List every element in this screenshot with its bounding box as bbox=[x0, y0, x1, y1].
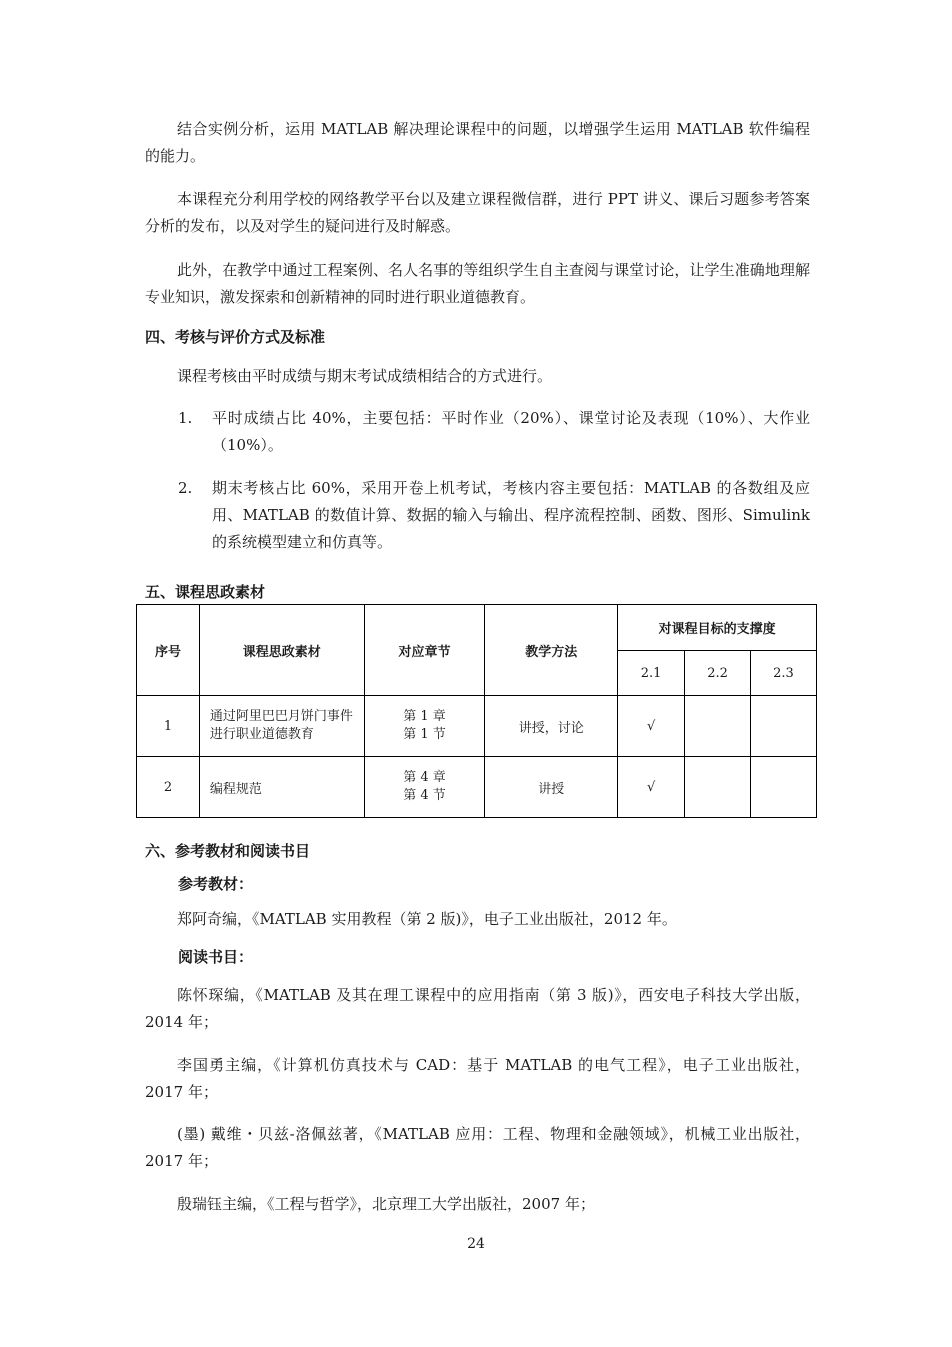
cell-support-2-1: √ bbox=[618, 696, 685, 757]
chapter-line: 第 1 章 bbox=[403, 709, 446, 724]
table-row bbox=[137, 696, 817, 757]
cell-support-2-3 bbox=[751, 757, 817, 818]
cell-index: 2 bbox=[137, 757, 200, 818]
section-line: 第 1 节 bbox=[403, 727, 446, 742]
assessment-intro: 课程考核由平时成绩与期末考试成绩相结合的方式进行。 bbox=[177, 367, 553, 385]
reading-book-4: 殷瑞钰主编，《工程与哲学》，北京理工大学出版社，2007 年； bbox=[177, 1195, 595, 1213]
subheader-2-1: 2.1 bbox=[618, 651, 685, 696]
list-number: 2. bbox=[178, 479, 193, 497]
section-4-heading: 四、考核与评价方式及标准 bbox=[145, 328, 326, 346]
table-row bbox=[137, 757, 817, 818]
chapter-line: 第 4 章 bbox=[403, 770, 446, 785]
cell-method: 讲授 bbox=[485, 757, 618, 818]
assessment-item-1 bbox=[178, 405, 810, 459]
list-number: 1. bbox=[178, 409, 193, 427]
header-chapter: 对应章节 bbox=[364, 605, 485, 696]
header-method: 教学方法 bbox=[485, 605, 618, 696]
cell-method: 讲授，讨论 bbox=[485, 696, 618, 757]
ideology-materials-table bbox=[136, 604, 817, 818]
paragraph-teaching-platform: 本课程充分利用学校的网络教学平台以及建立课程微信群，进行 PPT 讲义、课后习题参考答案分析的发布，以及对学生的疑问进行及时解惑。 bbox=[145, 190, 810, 235]
cell-support-2-2 bbox=[685, 696, 751, 757]
paragraph-ethics-education: 此外，在教学中通过工程案例、名人名事的等组织学生自主查阅与课堂讨论，让学生准确地理解专业知识，激发探索和创新精神的同时进行职业道德教育。 bbox=[145, 261, 810, 306]
cell-support-2-1: √ bbox=[618, 757, 685, 818]
cell-material: 通过阿里巴巴月饼门事件进行职业道德教育 bbox=[199, 696, 364, 757]
header-support-degree: 对课程目标的支撑度 bbox=[618, 605, 817, 651]
cell-chapter bbox=[364, 696, 485, 757]
cell-index: 1 bbox=[137, 696, 200, 757]
cell-material: 编程规范 bbox=[199, 757, 364, 818]
cell-support-2-2 bbox=[685, 757, 751, 818]
subheader-2-2: 2.2 bbox=[685, 651, 751, 696]
table-header-row bbox=[137, 605, 817, 651]
list-text: 期末考核占比 60%，采用开卷上机考试，考核内容主要包括：MATLAB 的各数组及应用、MATLAB 的数值计算、数据的输入与输出、程序流程控制、函数、图形、Simulink 的系统模型建立和仿真等。 bbox=[212, 479, 810, 551]
reading-book-2: 李国勇主编，《计算机仿真技术与 CAD：基于 MATLAB 的电气工程》，电子工业出版社，2017 年； bbox=[145, 1056, 810, 1101]
assessment-item-2 bbox=[178, 475, 810, 556]
list-text: 平时成绩占比 40%，主要包括：平时作业（20%）、课堂讨论及表现（10%）、大作业（10%）。 bbox=[212, 409, 810, 454]
section-5-heading: 五、课程思政素材 bbox=[145, 583, 266, 601]
reference-textbook: 郑阿奇编，《MATLAB 实用教程（第 2 版)》，电子工业出版社，2012 年。 bbox=[177, 910, 677, 928]
paragraph-matlab-analysis: 结合实例分析，运用 MATLAB 解决理论课程中的问题，以增强学生运用 MATLAB 软件编程的能力。 bbox=[145, 120, 810, 165]
section-line: 第 4 节 bbox=[403, 788, 446, 803]
cell-support-2-3 bbox=[751, 696, 817, 757]
page-number: 24 bbox=[467, 1236, 485, 1252]
cell-chapter bbox=[364, 757, 485, 818]
reading-list-label: 阅读书目： bbox=[178, 948, 254, 966]
reference-label: 参考教材： bbox=[178, 875, 254, 893]
section-6-heading: 六、参考教材和阅读书目 bbox=[145, 842, 311, 860]
reading-book-3: (墨) 戴维・贝兹-洛佩兹著，《MATLAB 应用：工程、物理和金融领域》，机械工业出版社，2017 年； bbox=[145, 1125, 810, 1170]
subheader-2-3: 2.3 bbox=[751, 651, 817, 696]
reading-book-1: 陈怀琛编，《MATLAB 及其在理工课程中的应用指南（第 3 版)》，西安电子科技大学出版，2014 年； bbox=[145, 986, 810, 1031]
header-material: 课程思政素材 bbox=[199, 605, 364, 696]
header-index: 序号 bbox=[137, 605, 200, 696]
